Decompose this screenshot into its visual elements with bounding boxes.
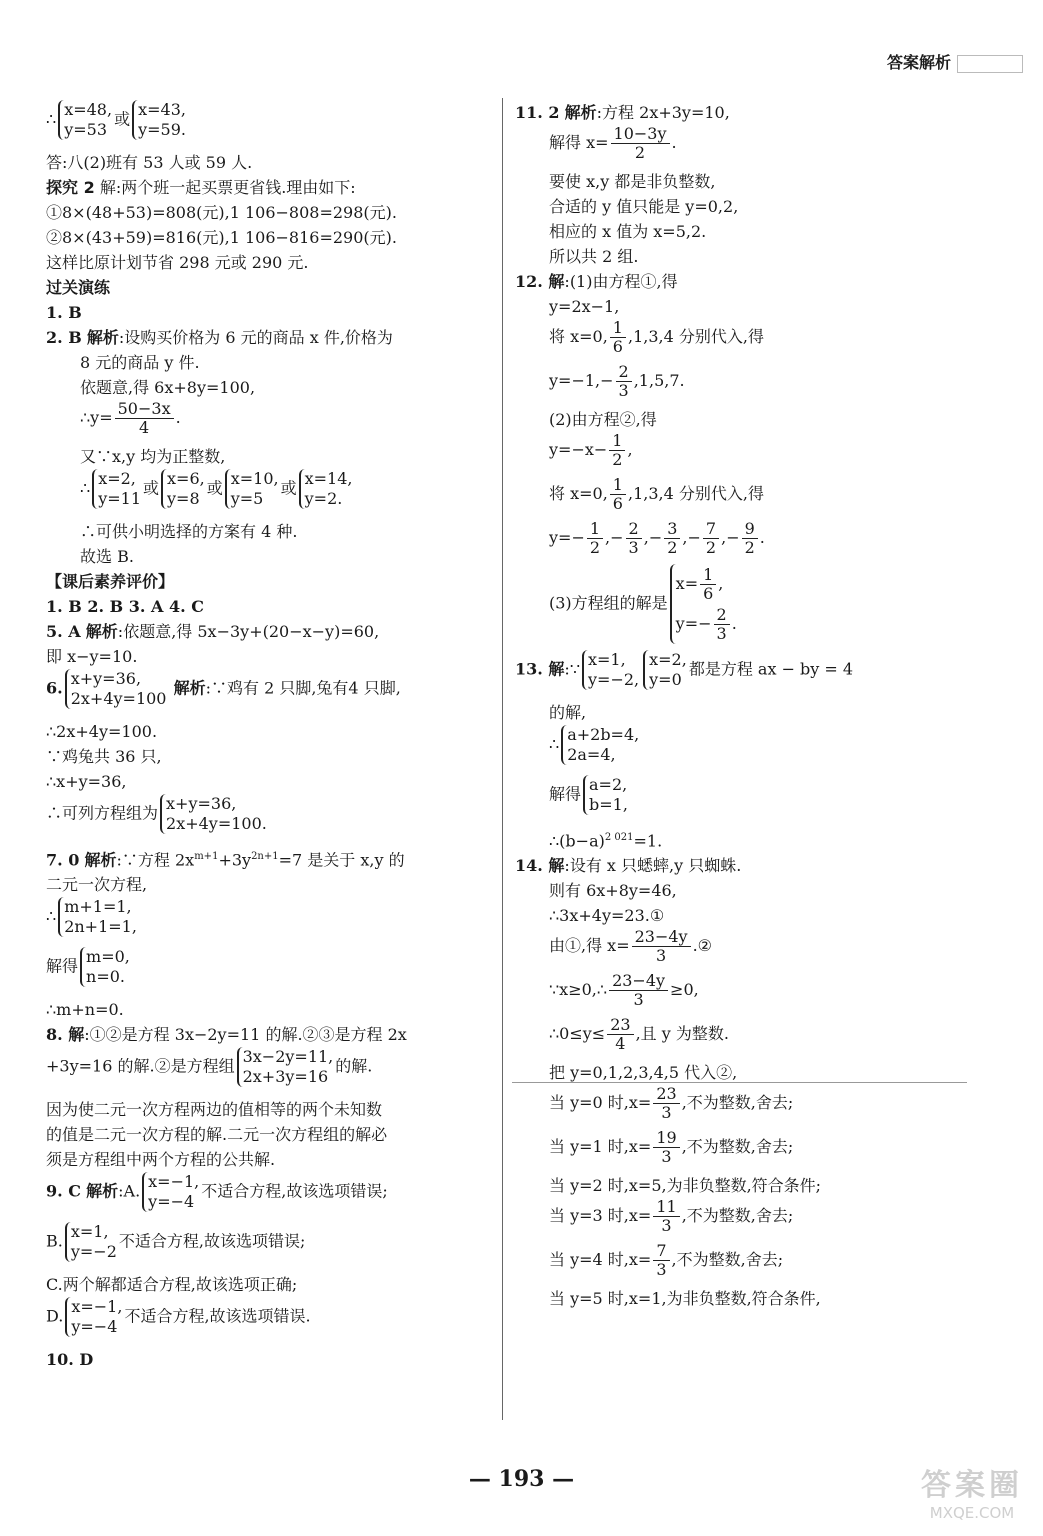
line: 的值是二元一次方程的解.二元一次方程组的解必 [46, 1125, 388, 1145]
line: y=2x−1, [549, 297, 620, 316]
answer-item: 13. 解:∵ x=1, y=−2,x=2, y=0都是方程 ax − by = 4 [515, 650, 854, 689]
answer-item: 12. 解:(1)由方程①,得 [515, 272, 678, 291]
line: 要使 x,y 都是非负整数, [549, 172, 716, 191]
line: 当 y=1 时,x= $\frac{19}{3}$ ,不为整数,舍去; [549, 1128, 794, 1167]
line: 则有 6x+8y=46, [549, 881, 677, 901]
line: 当 y=4 时,x= $\frac{7}{3}$ ,不为整数,舍去; [549, 1241, 784, 1280]
line: ∴x+y=36, [46, 772, 127, 791]
answer-item: 1. B [46, 303, 82, 322]
line: y=−x− $\frac{1}{2}$ , [549, 431, 633, 469]
header-decoration [957, 55, 1023, 73]
line: 答:八(2)班有 53 人或 59 人. [46, 153, 253, 172]
right-column [515, 100, 965, 1311]
line: 合适的 y 值只能是 y=0,2, [549, 197, 739, 216]
line: ∴0≤y≤ $\frac{23}{4}$ ,且 y 为整数. [549, 1015, 729, 1054]
line: 解得 a=2, b=1, [549, 775, 628, 814]
answer-item: 6. x+y=36, 2x+4y=100 解析:∵鸡有 2 只脚,兔有4 只脚, [46, 669, 401, 708]
page-header: 答案解析 [887, 50, 1023, 73]
section-title: 【课后素养评价】 [46, 572, 175, 591]
line: ∴2x+4y=100. [46, 722, 158, 741]
line: ∴3x+4y=23.① [549, 906, 665, 926]
line: 二元一次方程, [46, 875, 148, 895]
line: C.两个解都适合方程,故该选项正确; [46, 1275, 298, 1295]
line: ∴y= $\frac{50-3x}{4}$ . [80, 399, 181, 437]
line: 的解, [549, 703, 587, 722]
watermark-logo: 答案圈 MXQE.COM [921, 1468, 1023, 1522]
answer-item: 8. 解:①②是方程 3x−2y=11 的解.②③是方程 2x [46, 1025, 407, 1045]
line: 当 y=2 时,x=5,为非负整数,符合条件; [549, 1176, 822, 1196]
column-divider [502, 98, 503, 1420]
answer-item: 10. D [46, 1350, 94, 1370]
line: ∴可供小明选择的方案有 4 种. [80, 522, 298, 541]
line: 将 x=0, $\frac{1}{6}$ ,1,3,4 分别代入,得 [549, 475, 764, 513]
line: D. x=−1, y=−4不适合方程,故该选项错误. [46, 1297, 311, 1337]
line: ∴ x=2, y=11或 x=6, y=8或 x=10, y=5或 x=14, y=2. [80, 469, 353, 508]
line: ∴ x=48, y=53或 x=43, y=59. [46, 100, 186, 139]
line: 须是方程组中两个方程的公共解. [46, 1150, 276, 1170]
page-number: — 193 — [468, 1466, 575, 1492]
line: 即 x−y=10. [46, 647, 138, 666]
line: 由①,得 x= $\frac{23-4y}{3}$ .② [549, 927, 713, 966]
answer-item: 11. 2 解析:方程 2x+3y=10, [515, 103, 730, 122]
line: $\therefore(b-a)^{2 021}=1$. [549, 831, 663, 851]
line: 所以共 2 组. [549, 247, 639, 266]
line: 将 x=0, $\frac{1}{6}$ ,1,3,4 分别代入,得 [549, 318, 764, 356]
line: 把 y=0,1,2,3,4,5 代入②, [549, 1063, 738, 1083]
line: 8 元的商品 y 件. [80, 353, 200, 372]
line: 解得 m=0, n=0. [46, 947, 130, 987]
line: 故选 B. [80, 547, 134, 566]
line: 这样比原计划节省 298 元或 290 元. [46, 253, 309, 272]
line: y=−1,− $\frac{2}{3}$ ,1,5,7. [549, 362, 685, 400]
line: (3)方程组的解是x= $\frac{1}{6}$ , y=− $\frac{2}{3}$ . [549, 565, 737, 643]
left-column [46, 100, 491, 1372]
line: 因为使二元一次方程两边的值相等的两个未知数 [46, 1100, 383, 1120]
line: ∵x≥0,∴ $\frac{23-4y}{3}$ ≥0, [549, 971, 699, 1010]
line: +3y=16 的解.②是方程组 3x−2y=11, 2x+3y=16的解. [46, 1047, 373, 1087]
line: 探究 2 解:两个班一起买票更省钱.理由如下: [46, 178, 356, 197]
line: (2)由方程②,得 [549, 410, 657, 429]
answer-item: 2. B 解析:设购买价格为 6 元的商品 x 件,价格为 [46, 328, 393, 347]
answer-item: 9. C 解析:A. x=−1, y=−4不适合方程,故该选项错误; [46, 1172, 388, 1212]
line: 解得 x= $\frac{10-3y}{2}$ . [549, 124, 677, 162]
line: 当 y=0 时,x= $\frac{23}{3}$ ,不为整数,舍去; [549, 1084, 794, 1123]
line: ∴m+n=0. [46, 1000, 124, 1020]
answer-item: 5. A 解析:依题意,得 5x−3y+(20−x−y)=60, [46, 622, 380, 641]
line: 当 y=5 时,x=1,为非负整数,符合条件, [549, 1289, 821, 1309]
line: ∴可列方程组为 x+y=36, 2x+4y=100. [46, 794, 267, 833]
line: ∴ a+2b=4, 2a=4, [549, 725, 640, 764]
line: 相应的 x 值为 x=5,2. [549, 222, 707, 241]
section-title: 过关演练 [46, 278, 111, 297]
line: ②8×(43+59)=816(元),1 106−816=290(元). [46, 228, 397, 247]
answer-item: 7. 0 解析:∵方程 $2x^{m+1}+3y^{2n+1}=7$ 是关于 x,y 的 [46, 850, 405, 870]
line: 依题意,得 6x+8y=100, [80, 378, 256, 397]
line: B. x=1, y=−2不适合方程,故该选项错误; [46, 1222, 306, 1262]
line: ∵鸡兔共 36 只, [46, 747, 162, 766]
line: ∴ m+1=1, 2n+1=1, [46, 897, 137, 937]
answer-item: 14. 解:设有 x 只蟋蟀,y 只蜘蛛. [515, 856, 742, 876]
line: 又∵x,y 均为正整数, [80, 447, 226, 466]
line: ①8×(48+53)=808(元),1 106−808=298(元). [46, 203, 397, 222]
answer-item: 1. B 2. B 3. A 4. C [46, 597, 204, 616]
line: 当 y=3 时,x= $\frac{11}{3}$ ,不为整数,舍去; [549, 1197, 794, 1236]
line: y=− $\frac{1}{2}$ ,− $\frac{2}{3}$ ,− $\frac{3}{2}$ ,− $\frac{7}{2}$ ,− $\frac{9}{2}$ . [549, 519, 765, 557]
